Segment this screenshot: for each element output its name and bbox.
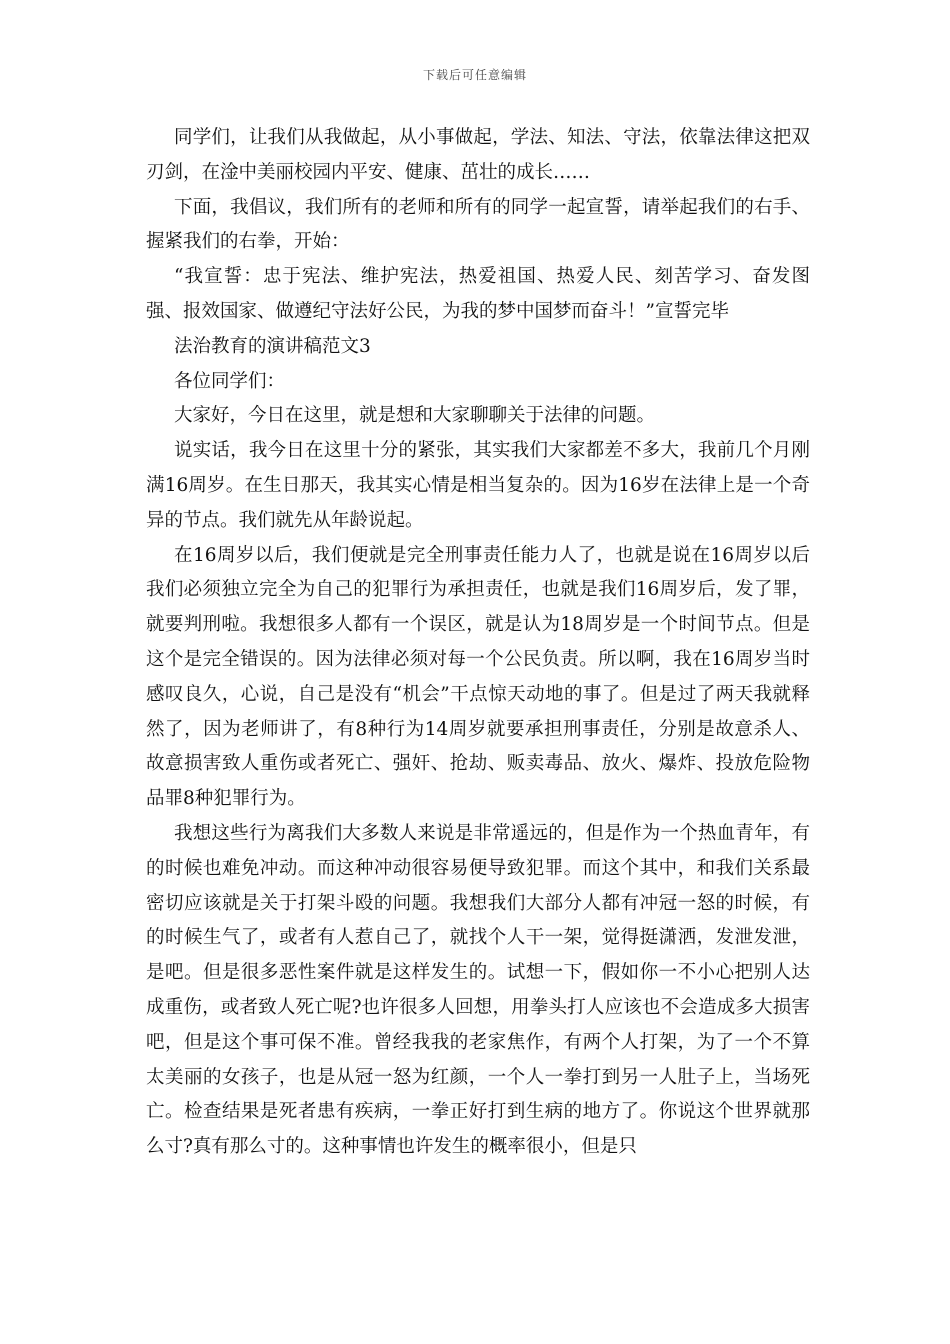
paragraph: “我宣誓：忠于宪法、维护宪法，热爱祖国、热爱人民、刻苦学习、奋发图强、报效国家、做遵纪守法好公民，为我的梦中国梦而奋斗！”宣誓完毕 <box>146 266 810 322</box>
salutation: 各位同学们： <box>174 370 286 392</box>
page-header-note: 下载后可任意编辑 <box>422 68 527 82</box>
section-title: 法治教育的演讲稿范文3 <box>174 335 371 357</box>
paragraph: 在16周岁以后，我们便就是完全刑事责任能力人了，也就是说在16周岁以后我们必须独立完全为自己的犯罪行为承担责任，也就是我们16周岁后，发了罪，就要判刑啦。我想很多人都有一个误区，就是认为18周岁是一个时间节点。但是这个是完全错误的。因为法律必须对每一个公民负责。所以啊，我在16周岁当时感叹良久，心说，自己是没有“机会”干点惊天动地的事了。但是过了两天我就释然了，因为老师讲了，有8种行为14周岁就要承担刑事责任，分别是故意杀人、故意损害致人重伤或者死亡、强奸、抢劫、贩卖毒品、放火、爆炸、投放危险物品罪8种犯罪行为。 <box>146 544 810 810</box>
paragraph: 大家好，今日在这里，就是想和大家聊聊关于法律的问题。 <box>174 405 656 427</box>
paragraph: 说实话，我今日在这里十分的紧张，其实我们大家都差不多大，我前几个月刚满16周岁。在生日那天，我其实心情是相当复杂的。因为16岁在法律上是一个奇异的节点。我们就先从年龄说起。 <box>146 440 810 531</box>
paragraph: 下面，我倡议，我们所有的老师和所有的同学一起宣誓，请举起我们的右手、握紧我们的右拳，开始： <box>146 196 810 253</box>
document-body <box>146 121 810 1165</box>
paragraph: 同学们，让我们从我做起，从小事做起，学法、知法、守法，依靠法律这把双刃剑，在淦中美丽校园内平安、健康、茁壮的成长…… <box>146 127 810 183</box>
paragraph: 我想这些行为离我们大多数人来说是非常遥远的，但是作为一个热血青年，有的时候也难免冲动。而这种冲动很容易便导致犯罪。而这个其中，和我们关系最密切应该就是关于打架斗殴的问题。我想我们大部分人都有冲冠一怒的时候，有的时候生气了，或者有人惹自己了，就找个人干一架，觉得挺潇洒，发泄发泄，是吧。但是很多恶性案件就是这样发生的。试想一下，假如你一不小心把别人达成重伤，或者致人死亡呢?也许很多人回想，用拳头打人应该也不会造成多大损害吧，但是这个事可保不准。曾经我我的老家焦作，有两个人打架，为了一个不算太美丽的女孩子，也是从冠一怒为红颜，一个人一拳打到另一人肚子上，当场死亡。检查结果是死者患有疾病，一拳正好打到生病的地方了。你说这个世界就那么寸?真有那么寸的。这种事情也许发生的概率很小，但是只 <box>146 822 810 1158</box>
